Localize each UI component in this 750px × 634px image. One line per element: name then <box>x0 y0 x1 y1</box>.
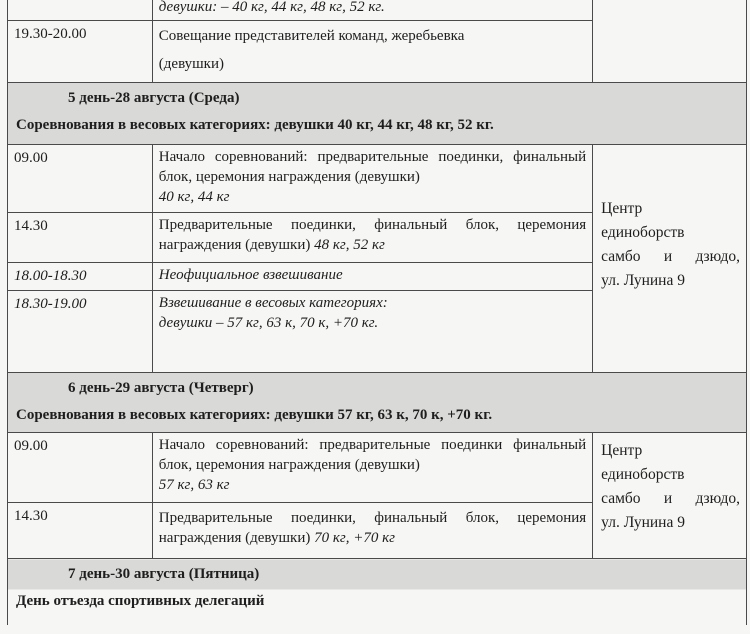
desc-cell <box>152 21 592 83</box>
weights-text: 48 кг, 52 кг <box>314 237 385 253</box>
table-row <box>8 0 747 21</box>
desc-cell <box>152 145 592 213</box>
day-subtitle: День отъезда спортивных делегаций <box>16 593 265 609</box>
weights-text: 40 кг, 44 кг <box>158 189 230 205</box>
place-line: Центр <box>601 199 643 217</box>
time-cell: 09.00 <box>8 145 153 213</box>
time-cell: 14.30 <box>8 503 153 559</box>
weights-text: 57 кг, 63 кг <box>158 477 230 493</box>
day-header-row <box>8 373 747 433</box>
day-subtitle: Соревнования в весовых категориях: девушки 57 кг, 63 к, 70 к, +70 кг. <box>16 407 493 423</box>
day-title: 7 день-30 августа (Пятница) <box>68 566 260 582</box>
desc-line: Взвешивание в весовых категориях: <box>158 295 388 311</box>
desc-cell <box>152 0 592 21</box>
place-cell <box>593 433 747 559</box>
place-line: ул. Лунина 9 <box>601 514 685 531</box>
time-cell: 09.00 <box>8 433 153 503</box>
table-row <box>8 433 747 503</box>
day-header-row <box>8 83 747 145</box>
place-line: Центр <box>601 442 643 459</box>
day-title: 5 день-28 августа (Среда) <box>68 90 240 106</box>
time-cell: 18.30-19.00 <box>8 291 153 373</box>
place-line: единоборств <box>601 466 685 483</box>
desc-cell <box>152 503 592 559</box>
time-cell <box>8 0 153 21</box>
place-line: самбо и дзюдо, <box>601 490 740 507</box>
time-cell: 18.00-18.30 <box>8 263 153 291</box>
desc-line: (девушки) <box>158 56 224 72</box>
place-line: ул. Лунина 9 <box>601 271 685 289</box>
desc-text: Предварительные поединки, финальный блок, церемония награждения (девушки) <box>158 217 587 253</box>
weights-text: 70 кг, +70 кг <box>314 530 395 546</box>
time-cell: 19.30-20.00 <box>8 21 153 83</box>
place-line: самбо и дзюдо, <box>601 247 740 265</box>
desc-line: Совещание представителей команд, жеребьевка <box>158 28 465 44</box>
weights-text: девушки: – 40 кг, 44 кг, 48 кг, 52 кг. <box>158 0 385 15</box>
place-cell <box>593 145 747 373</box>
place-cell <box>593 0 747 83</box>
desc-text: Начало соревнований: предварительные поединки, финальный блок, церемония награждения (девушки) <box>158 149 587 185</box>
desc-cell <box>152 291 592 373</box>
desc-cell <box>152 433 592 503</box>
desc-cell <box>152 213 592 263</box>
day-header-row <box>8 559 747 625</box>
day-title: 6 день-29 августа (Четверг) <box>68 380 254 396</box>
day-header <box>8 559 747 625</box>
desc-text: Предварительные поединки, финальный блок, церемония награждения (девушки) <box>158 510 587 546</box>
day-header <box>8 83 747 145</box>
day-subtitle: Соревнования в весовых категориях: девушки 40 кг, 44 кг, 48 кг, 52 кг. <box>16 117 494 133</box>
time-cell: 14.30 <box>8 213 153 263</box>
desc-cell: Неофициальное взвешивание <box>152 263 592 291</box>
table-row <box>8 145 747 213</box>
schedule-table <box>7 0 747 625</box>
desc-text: Начало соревнований: предварительные поединки финальный блок, церемония награждения (девушки) <box>158 437 587 473</box>
desc-line: девушки – 57 кг, 63 к, 70 к, +70 кг. <box>158 315 379 331</box>
day-header <box>8 373 747 433</box>
place-line: единоборств <box>601 223 685 241</box>
